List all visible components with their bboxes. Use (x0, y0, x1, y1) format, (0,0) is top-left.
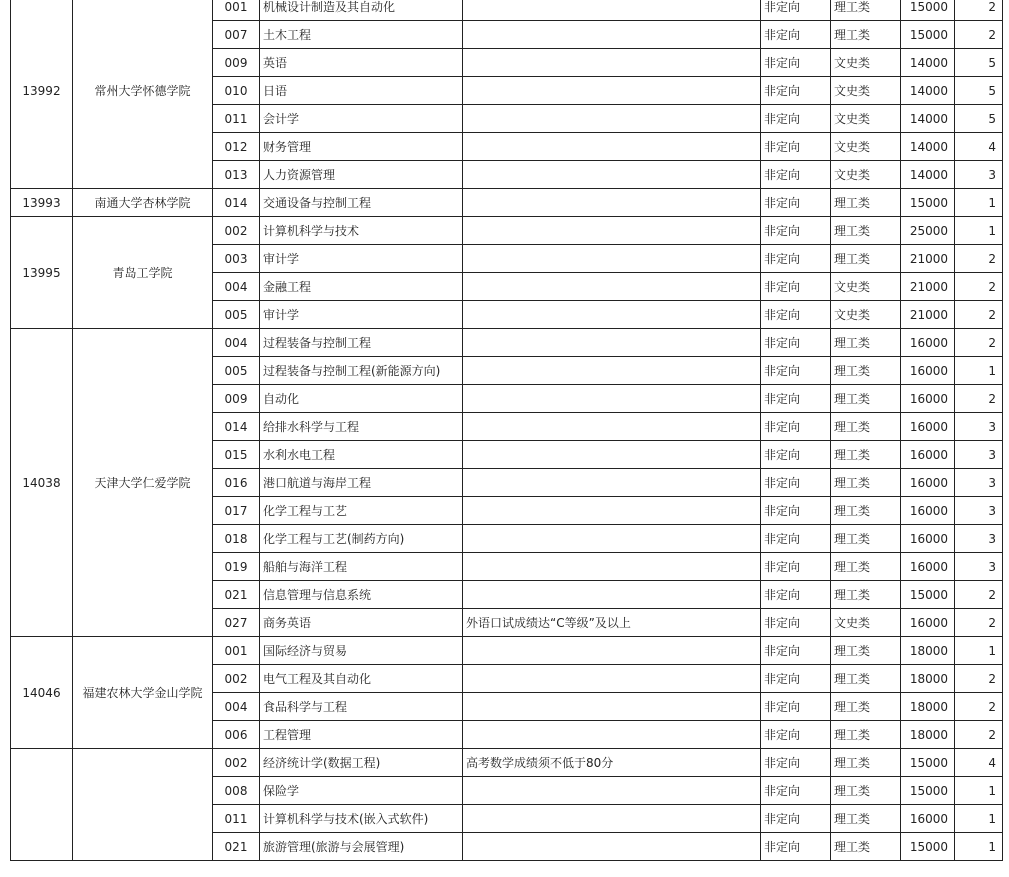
category: 理工类 (831, 777, 901, 805)
row-number: 017 (213, 497, 260, 525)
tuition: 15000 (901, 0, 955, 21)
row-number: 004 (213, 693, 260, 721)
quota: 2 (955, 245, 1003, 273)
admission-table (10, 0, 1003, 861)
direction: 非定向 (761, 497, 831, 525)
direction: 非定向 (761, 385, 831, 413)
tuition: 21000 (901, 245, 955, 273)
school-code: 13993 (11, 189, 73, 217)
direction: 非定向 (761, 189, 831, 217)
row-number: 010 (213, 77, 260, 105)
tuition: 15000 (901, 749, 955, 777)
quota: 1 (955, 189, 1003, 217)
row-number: 001 (213, 0, 260, 21)
table-row (11, 329, 1003, 357)
direction: 非定向 (761, 749, 831, 777)
tuition: 16000 (901, 329, 955, 357)
quota: 2 (955, 385, 1003, 413)
major-name: 商务英语 (260, 609, 463, 637)
direction: 非定向 (761, 777, 831, 805)
quota: 5 (955, 105, 1003, 133)
tuition: 16000 (901, 385, 955, 413)
direction: 非定向 (761, 329, 831, 357)
quota: 2 (955, 665, 1003, 693)
quota: 1 (955, 833, 1003, 861)
requirement-note (463, 21, 761, 49)
category: 理工类 (831, 441, 901, 469)
quota: 3 (955, 161, 1003, 189)
direction: 非定向 (761, 581, 831, 609)
table-row (11, 0, 1003, 21)
category: 理工类 (831, 469, 901, 497)
major-name: 化学工程与工艺 (260, 497, 463, 525)
major-name: 信息管理与信息系统 (260, 581, 463, 609)
requirement-note (463, 637, 761, 665)
row-number: 002 (213, 749, 260, 777)
tuition: 16000 (901, 469, 955, 497)
category: 理工类 (831, 693, 901, 721)
major-name: 会计学 (260, 105, 463, 133)
tuition: 16000 (901, 525, 955, 553)
row-number: 012 (213, 133, 260, 161)
major-name: 化学工程与工艺(制药方向) (260, 525, 463, 553)
school-name: 天津大学仁爱学院 (73, 329, 213, 637)
major-name: 国际经济与贸易 (260, 637, 463, 665)
requirement-note (463, 217, 761, 245)
tuition: 18000 (901, 637, 955, 665)
requirement-note (463, 721, 761, 749)
school-name: 青岛工学院 (73, 217, 213, 329)
requirement-note (463, 357, 761, 385)
quota: 4 (955, 133, 1003, 161)
major-name: 旅游管理(旅游与会展管理) (260, 833, 463, 861)
row-number: 002 (213, 665, 260, 693)
tuition: 15000 (901, 833, 955, 861)
category: 理工类 (831, 553, 901, 581)
requirement-note (463, 49, 761, 77)
category: 理工类 (831, 665, 901, 693)
requirement-note (463, 133, 761, 161)
row-number: 008 (213, 777, 260, 805)
tuition: 14000 (901, 77, 955, 105)
major-name: 审计学 (260, 245, 463, 273)
requirement-note (463, 161, 761, 189)
row-number: 021 (213, 581, 260, 609)
major-name: 船舶与海洋工程 (260, 553, 463, 581)
tuition: 15000 (901, 21, 955, 49)
school-code: 13992 (11, 0, 73, 189)
direction: 非定向 (761, 105, 831, 133)
category: 理工类 (831, 385, 901, 413)
quota: 1 (955, 357, 1003, 385)
major-name: 计算机科学与技术(嵌入式软件) (260, 805, 463, 833)
major-name: 电气工程及其自动化 (260, 665, 463, 693)
direction: 非定向 (761, 273, 831, 301)
tuition: 15000 (901, 777, 955, 805)
quota: 2 (955, 21, 1003, 49)
major-name: 计算机科学与技术 (260, 217, 463, 245)
direction: 非定向 (761, 721, 831, 749)
requirement-note (463, 273, 761, 301)
direction: 非定向 (761, 637, 831, 665)
quota: 1 (955, 777, 1003, 805)
requirement-note (463, 189, 761, 217)
major-name: 过程装备与控制工程 (260, 329, 463, 357)
direction: 非定向 (761, 77, 831, 105)
row-number: 016 (213, 469, 260, 497)
tuition: 14000 (901, 161, 955, 189)
requirement-note (463, 385, 761, 413)
requirement-note (463, 693, 761, 721)
row-number: 027 (213, 609, 260, 637)
category: 理工类 (831, 189, 901, 217)
category: 文史类 (831, 49, 901, 77)
row-number: 015 (213, 441, 260, 469)
row-number: 009 (213, 385, 260, 413)
row-number: 001 (213, 637, 260, 665)
table-body (11, 0, 1003, 861)
school-name: 常州大学怀德学院 (73, 0, 213, 189)
row-number: 002 (213, 217, 260, 245)
requirement-note (463, 833, 761, 861)
tuition: 16000 (901, 497, 955, 525)
table-row (11, 217, 1003, 245)
tuition: 14000 (901, 105, 955, 133)
quota: 3 (955, 553, 1003, 581)
school-name (73, 749, 213, 861)
major-name: 土木工程 (260, 21, 463, 49)
direction: 非定向 (761, 553, 831, 581)
tuition: 21000 (901, 301, 955, 329)
requirement-note: 外语口试成绩达“C等级”及以上 (463, 609, 761, 637)
direction: 非定向 (761, 21, 831, 49)
row-number: 004 (213, 329, 260, 357)
table-row (11, 637, 1003, 665)
major-name: 审计学 (260, 301, 463, 329)
tuition: 15000 (901, 189, 955, 217)
tuition: 16000 (901, 805, 955, 833)
category: 文史类 (831, 609, 901, 637)
direction: 非定向 (761, 245, 831, 273)
row-number: 011 (213, 105, 260, 133)
requirement-note (463, 77, 761, 105)
school-name: 福建农林大学金山学院 (73, 637, 213, 749)
major-name: 人力资源管理 (260, 161, 463, 189)
tuition: 18000 (901, 665, 955, 693)
major-name: 金融工程 (260, 273, 463, 301)
row-number: 009 (213, 49, 260, 77)
category: 文史类 (831, 161, 901, 189)
tuition: 14000 (901, 49, 955, 77)
row-number: 013 (213, 161, 260, 189)
requirement-note (463, 105, 761, 133)
category: 理工类 (831, 637, 901, 665)
category: 文史类 (831, 301, 901, 329)
quota: 1 (955, 637, 1003, 665)
major-name: 给排水科学与工程 (260, 413, 463, 441)
tuition: 25000 (901, 217, 955, 245)
direction: 非定向 (761, 217, 831, 245)
school-code: 14038 (11, 329, 73, 637)
direction: 非定向 (761, 357, 831, 385)
row-number: 014 (213, 413, 260, 441)
major-name: 英语 (260, 49, 463, 77)
table-row (11, 749, 1003, 777)
direction: 非定向 (761, 413, 831, 441)
requirement-note (463, 0, 761, 21)
category: 理工类 (831, 21, 901, 49)
category: 文史类 (831, 77, 901, 105)
major-name: 日语 (260, 77, 463, 105)
school-name: 南通大学杏林学院 (73, 189, 213, 217)
quota: 1 (955, 805, 1003, 833)
quota: 1 (955, 217, 1003, 245)
row-number: 007 (213, 21, 260, 49)
quota: 4 (955, 749, 1003, 777)
category: 理工类 (831, 0, 901, 21)
quota: 3 (955, 441, 1003, 469)
row-number: 019 (213, 553, 260, 581)
tuition: 15000 (901, 581, 955, 609)
major-name: 财务管理 (260, 133, 463, 161)
tuition: 16000 (901, 609, 955, 637)
row-number: 005 (213, 301, 260, 329)
direction: 非定向 (761, 161, 831, 189)
requirement-note (463, 413, 761, 441)
major-name: 水利水电工程 (260, 441, 463, 469)
requirement-note (463, 469, 761, 497)
requirement-note (463, 777, 761, 805)
quota: 3 (955, 413, 1003, 441)
direction: 非定向 (761, 0, 831, 21)
quota: 2 (955, 693, 1003, 721)
category: 理工类 (831, 749, 901, 777)
school-code: 14046 (11, 637, 73, 749)
quota: 2 (955, 273, 1003, 301)
direction: 非定向 (761, 441, 831, 469)
row-number: 018 (213, 525, 260, 553)
category: 文史类 (831, 273, 901, 301)
school-code (11, 749, 73, 861)
category: 理工类 (831, 525, 901, 553)
requirement-note (463, 329, 761, 357)
tuition: 16000 (901, 413, 955, 441)
requirement-note (463, 441, 761, 469)
direction: 非定向 (761, 805, 831, 833)
row-number: 014 (213, 189, 260, 217)
tuition: 14000 (901, 133, 955, 161)
direction: 非定向 (761, 469, 831, 497)
requirement-note: 高考数学成绩须不低于80分 (463, 749, 761, 777)
quota: 3 (955, 497, 1003, 525)
requirement-note (463, 497, 761, 525)
category: 理工类 (831, 833, 901, 861)
tuition: 21000 (901, 273, 955, 301)
category: 理工类 (831, 245, 901, 273)
direction: 非定向 (761, 665, 831, 693)
quota: 2 (955, 0, 1003, 21)
category: 理工类 (831, 217, 901, 245)
row-number: 006 (213, 721, 260, 749)
requirement-note (463, 245, 761, 273)
requirement-note (463, 665, 761, 693)
direction: 非定向 (761, 49, 831, 77)
tuition: 16000 (901, 441, 955, 469)
category: 理工类 (831, 357, 901, 385)
category: 理工类 (831, 497, 901, 525)
direction: 非定向 (761, 133, 831, 161)
requirement-note (463, 301, 761, 329)
requirement-note (463, 581, 761, 609)
quota: 3 (955, 525, 1003, 553)
category: 理工类 (831, 329, 901, 357)
tuition: 16000 (901, 553, 955, 581)
category: 文史类 (831, 133, 901, 161)
table-row (11, 189, 1003, 217)
row-number: 003 (213, 245, 260, 273)
major-name: 工程管理 (260, 721, 463, 749)
requirement-note (463, 553, 761, 581)
requirement-note (463, 525, 761, 553)
quota: 5 (955, 77, 1003, 105)
major-name: 食品科学与工程 (260, 693, 463, 721)
row-number: 004 (213, 273, 260, 301)
quota: 2 (955, 329, 1003, 357)
quota: 2 (955, 301, 1003, 329)
quota: 2 (955, 581, 1003, 609)
category: 理工类 (831, 581, 901, 609)
major-name: 保险学 (260, 777, 463, 805)
row-number: 005 (213, 357, 260, 385)
major-name: 经济统计学(数据工程) (260, 749, 463, 777)
quota: 2 (955, 721, 1003, 749)
major-name: 交通设备与控制工程 (260, 189, 463, 217)
row-number: 021 (213, 833, 260, 861)
category: 理工类 (831, 413, 901, 441)
direction: 非定向 (761, 301, 831, 329)
tuition: 16000 (901, 357, 955, 385)
direction: 非定向 (761, 833, 831, 861)
category: 理工类 (831, 805, 901, 833)
quota: 2 (955, 609, 1003, 637)
category: 文史类 (831, 105, 901, 133)
tuition: 18000 (901, 693, 955, 721)
quota: 3 (955, 469, 1003, 497)
major-name: 过程装备与控制工程(新能源方向) (260, 357, 463, 385)
direction: 非定向 (761, 693, 831, 721)
category: 理工类 (831, 721, 901, 749)
row-number: 011 (213, 805, 260, 833)
requirement-note (463, 805, 761, 833)
major-name: 机械设计制造及其自动化 (260, 0, 463, 21)
direction: 非定向 (761, 525, 831, 553)
quota: 5 (955, 49, 1003, 77)
school-code: 13995 (11, 217, 73, 329)
tuition: 18000 (901, 721, 955, 749)
major-name: 港口航道与海岸工程 (260, 469, 463, 497)
major-name: 自动化 (260, 385, 463, 413)
direction: 非定向 (761, 609, 831, 637)
